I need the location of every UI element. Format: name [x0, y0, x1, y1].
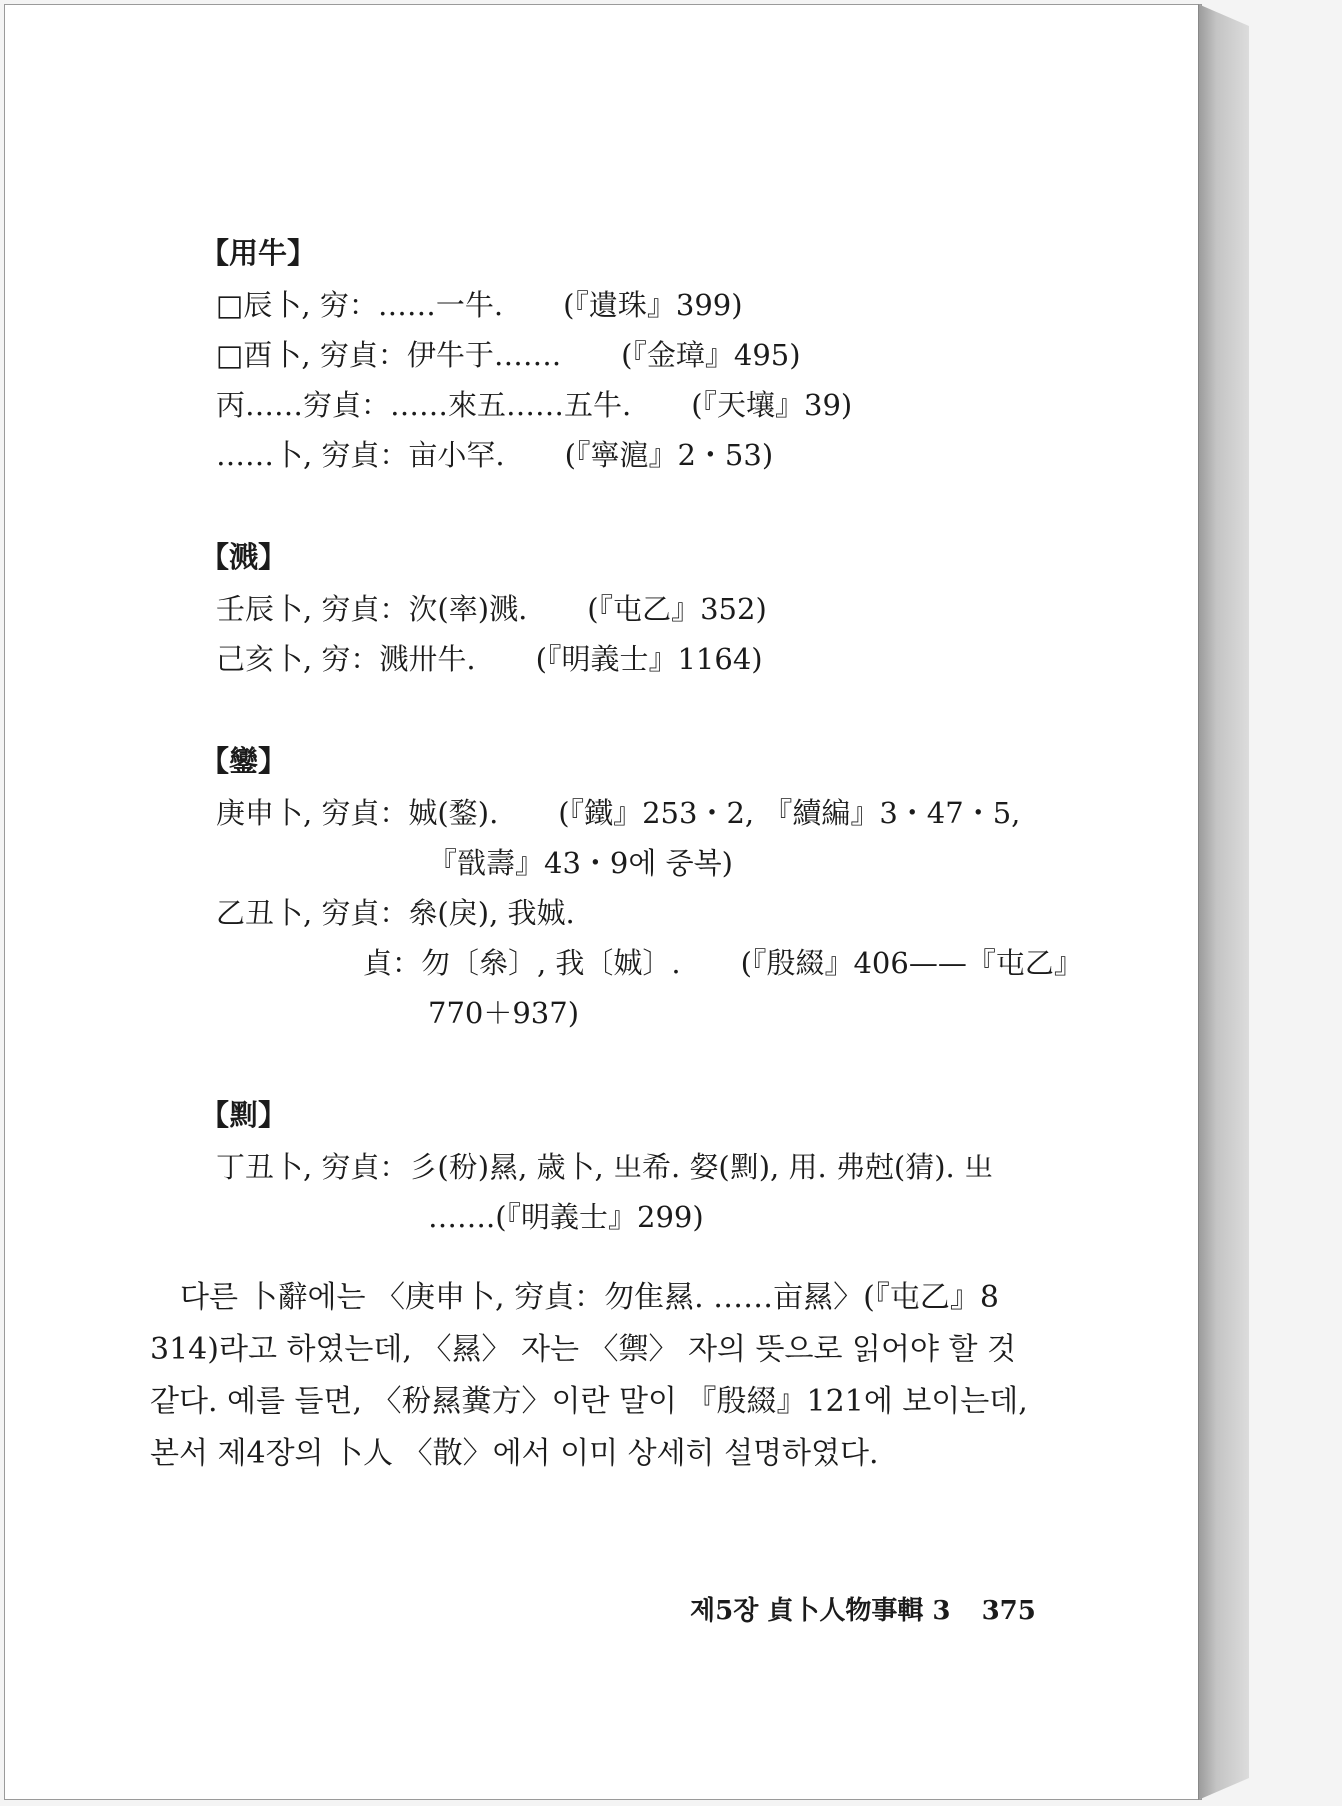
inscription-text: □辰卜, 穷：……一牛. — [216, 288, 504, 322]
section-heading: 【䵞】 — [200, 1098, 288, 1132]
source-ref: (『鐵』253・2, 『續編』3・47・5, — [558, 796, 1021, 830]
inscription-line — [216, 888, 1050, 938]
inscription-text: 己亥卜, 穷：溅卅牛. — [216, 642, 476, 676]
source-ref: (『遺珠』399) — [563, 288, 743, 322]
inscription-continued — [428, 1192, 1050, 1242]
inscription-line — [216, 330, 1050, 380]
inscription-line — [216, 634, 1050, 684]
source-ref-continued: 770＋937) — [428, 996, 580, 1030]
paragraph-line: 본서 제4장의 卜人 〈散〉에서 이미 상세히 설명하였다. — [150, 1436, 879, 1471]
running-header-chapter: 제5장 貞卜人物事輯 3 — [690, 1596, 951, 1626]
inscription-text: 壬辰卜, 穷貞：㳄(率)溅. — [216, 592, 528, 626]
inscription-line — [216, 1142, 1050, 1192]
section-luan — [150, 736, 1083, 1038]
section-jiu — [150, 1090, 1050, 1242]
inscription-line — [216, 380, 1050, 430]
section-heading: 【鑾】 — [200, 744, 288, 778]
source-ref: (『屯乙』352) — [587, 592, 767, 626]
paragraph-line: 같다. 예를 들면, 〈秎㬎糞方〉이란 말이 『殷綴』121에 보이는데, — [150, 1384, 1028, 1419]
inscription-text: 丁丑卜, 穷貞：彡(秎)㬎, 歳卜, 㞢希. 㛑(䵞), 用. 弗尅(猜). 㞢 — [216, 1150, 993, 1184]
inscription-line — [363, 938, 1083, 988]
inscription-text: □酉卜, 穷貞：伊牛于……. — [216, 338, 562, 372]
section-heading: 【溅】 — [200, 540, 288, 574]
inscription-line — [216, 280, 1050, 330]
source-ref-continued: 『戩壽』43・9에 중복) — [428, 846, 733, 880]
paragraph-line: 314)라고 하였는데, 〈㬎〉 자는 〈禦〉 자의 뜻으로 읽어야 할 것 — [150, 1332, 1016, 1367]
source-ref: (『金璋』495) — [621, 338, 801, 372]
source-ref: (『寧滬』2・53) — [564, 438, 774, 472]
paragraph-line: 다른 卜辭에는 〈庚申卜, 穷貞：勿隹㬎. ……亩㬎〉(『屯乙』8 — [180, 1280, 999, 1315]
section-heading: 【用牛】 — [200, 236, 317, 270]
section-yongniu — [150, 228, 1050, 480]
source-ref: (『殷綴』406——『屯乙』 — [740, 946, 1083, 980]
inscription-text: ……. — [428, 1200, 496, 1234]
inscription-line — [216, 584, 1050, 634]
section-jian — [150, 532, 1050, 684]
inscription-text: ……卜, 穷貞：亩小罕. — [216, 438, 505, 472]
inscription-text: 貞：勿〔㕘〕, 我〔娍〕. — [363, 946, 681, 980]
source-ref: (『明義士』299) — [495, 1200, 704, 1234]
book-spine — [1198, 4, 1249, 1800]
page-number: 375 — [981, 1596, 1036, 1626]
inscription-text: 乙丑卜, 穷貞：㕘(戾), 我娍. — [216, 896, 575, 930]
inscription-line — [216, 788, 1050, 838]
inscription-line — [216, 430, 1050, 480]
inscription-text: 丙……穷貞：……來五……五牛. — [216, 388, 632, 422]
inscription-text: 庚申卜, 穷貞：娍(鍪). — [216, 796, 499, 830]
body-paragraph — [150, 1272, 1050, 1480]
page-content — [150, 228, 1083, 1480]
source-ref: (『明義士』1164) — [535, 642, 763, 676]
page-footer — [690, 1590, 1036, 1627]
source-ref: (『天壤』39) — [691, 388, 853, 422]
